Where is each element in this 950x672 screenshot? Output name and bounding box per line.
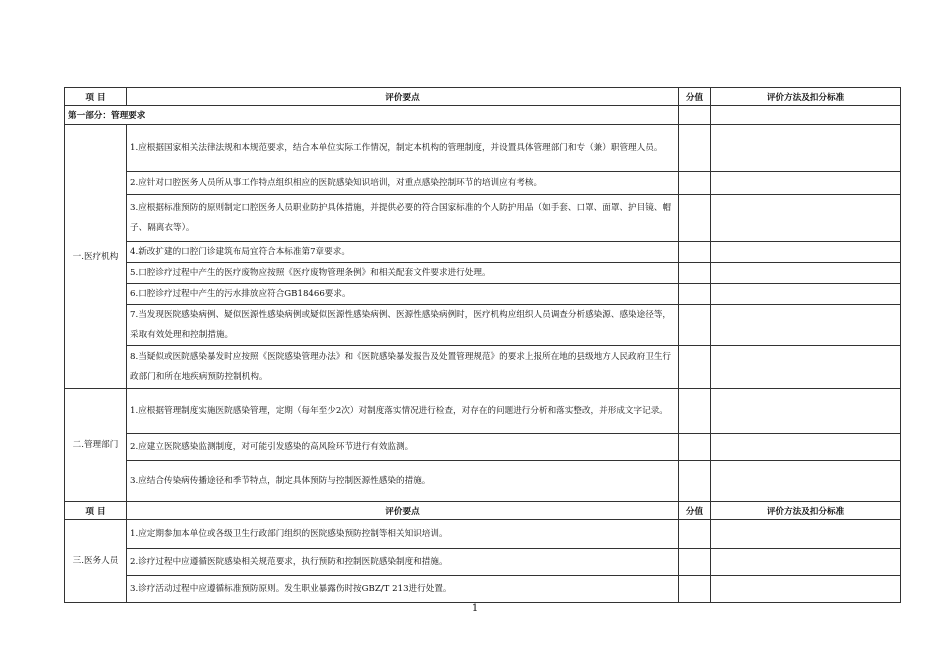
requirement-cell: 1.应定期参加本单位或各级卫生行政部门组织的医院感染预防控制等相关知识培训。: [127, 520, 679, 549]
table-row: [65, 434, 901, 461]
method-cell: [711, 195, 901, 242]
requirement-cell: 7.当发现医院感染病例、疑似医源性感染病例或疑似医源性感染病例、医源性感染病例时，医疗机构应组织人员调查分析感染源、感染途径等，采取有效处理和控制措施。: [127, 305, 679, 346]
header-score: 分值: [679, 502, 711, 520]
requirement-cell: 3.诊疗活动过程中应遵循标准预防原则。发生职业暴露伤时按GBZ/T 213进行处置。: [127, 576, 679, 603]
method-cell: [711, 106, 901, 125]
requirement-cell: 1.应根据管理制度实施医院感染管理，定期（每年至少2次）对制度落实情况进行检查，对存在的问题进行分析和落实整改，并形成文字记录。: [127, 389, 679, 434]
score-cell: [679, 520, 711, 549]
header-item: 项 目: [65, 88, 127, 106]
category-medical-institution: 一.医疗机构: [65, 125, 127, 389]
requirement-cell: 5.口腔诊疗过程中产生的医疗废物应按照《医疗废物管理条例》和相关配套文件要求进行处理。: [127, 263, 679, 284]
table-row: [65, 195, 901, 242]
header-score: 分值: [679, 88, 711, 106]
header-method: 评价方法及扣分标准: [711, 502, 901, 520]
requirement-cell: 3.应结合传染病传播途径和季节特点，制定具体预防与控制医源性感染的措施。: [127, 461, 679, 502]
score-cell: [679, 305, 711, 346]
method-cell: [711, 461, 901, 502]
part-title: 第一部分：管理要求: [65, 106, 679, 125]
header-points: 评价要点: [127, 502, 679, 520]
score-cell: [679, 242, 711, 263]
table-row: [65, 346, 901, 389]
header-item: 项 目: [65, 502, 127, 520]
method-cell: [711, 305, 901, 346]
method-cell: [711, 346, 901, 389]
score-cell: [679, 172, 711, 195]
table-row: [65, 549, 901, 576]
method-cell: [711, 125, 901, 172]
score-cell: [679, 389, 711, 434]
score-cell: [679, 284, 711, 305]
score-cell: [679, 576, 711, 603]
table-row: [65, 461, 901, 502]
table-row: [65, 125, 901, 172]
table-row: [65, 305, 901, 346]
requirement-cell: 2.应针对口腔医务人员所从事工作特点组织相应的医院感染知识培训，对重点感染控制环节的培训应有考核。: [127, 172, 679, 195]
header-points: 评价要点: [127, 88, 679, 106]
method-cell: [711, 434, 901, 461]
score-cell: [679, 106, 711, 125]
score-cell: [679, 434, 711, 461]
category-medical-staff: 三.医务人员: [65, 520, 127, 603]
score-cell: [679, 263, 711, 284]
header-row: [65, 502, 901, 520]
method-cell: [711, 549, 901, 576]
table-row: [65, 520, 901, 549]
method-cell: [711, 576, 901, 603]
score-cell: [679, 549, 711, 576]
evaluation-table: [64, 87, 901, 603]
requirement-cell: 2.诊疗过程中应遵循医院感染相关规范要求，执行预防和控制医院感染制度和措施。: [127, 549, 679, 576]
table-row: [65, 576, 901, 603]
method-cell: [711, 389, 901, 434]
score-cell: [679, 125, 711, 172]
method-cell: [711, 263, 901, 284]
table-row: [65, 242, 901, 263]
method-cell: [711, 284, 901, 305]
header-method: 评价方法及扣分标准: [711, 88, 901, 106]
method-cell: [711, 520, 901, 549]
score-cell: [679, 461, 711, 502]
requirement-cell: 1.应根据国家相关法律法规和本规范要求，结合本单位实际工作情况，制定本机构的管理制度，并设置具体管理部门和专（兼）职管理人员。: [127, 125, 679, 172]
header-row: [65, 88, 901, 106]
method-cell: [711, 172, 901, 195]
table-row: [65, 172, 901, 195]
table-row: [65, 284, 901, 305]
category-management-dept: 二.管理部门: [65, 389, 127, 502]
requirement-cell: 4.新改扩建的口腔门诊建筑布局宜符合本标准第7章要求。: [127, 242, 679, 263]
table-row: [65, 389, 901, 434]
requirement-cell: 6.口腔诊疗过程中产生的污水排放应符合GB18466要求。: [127, 284, 679, 305]
requirement-cell: 3.应根据标准预防的原则制定口腔医务人员职业防护具体措施，并提供必要的符合国家标准的个人防护用品（如手套、口罩、面罩、护目镜、帽子、隔离衣等）。: [127, 195, 679, 242]
requirement-cell: 2.应建立医院感染监测制度，对可能引发感染的高风险环节进行有效监测。: [127, 434, 679, 461]
page-number: 1: [471, 603, 479, 614]
score-cell: [679, 195, 711, 242]
requirement-cell: 8.当疑似或医院感染暴发时应按照《医院感染管理办法》和《医院感染暴发报告及处置管理规范》的要求上报所在地的县级地方人民政府卫生行政部门和所在地疾病预防控制机构。: [127, 346, 679, 389]
method-cell: [711, 242, 901, 263]
table-row: [65, 263, 901, 284]
part-row: [65, 106, 901, 125]
score-cell: [679, 346, 711, 389]
